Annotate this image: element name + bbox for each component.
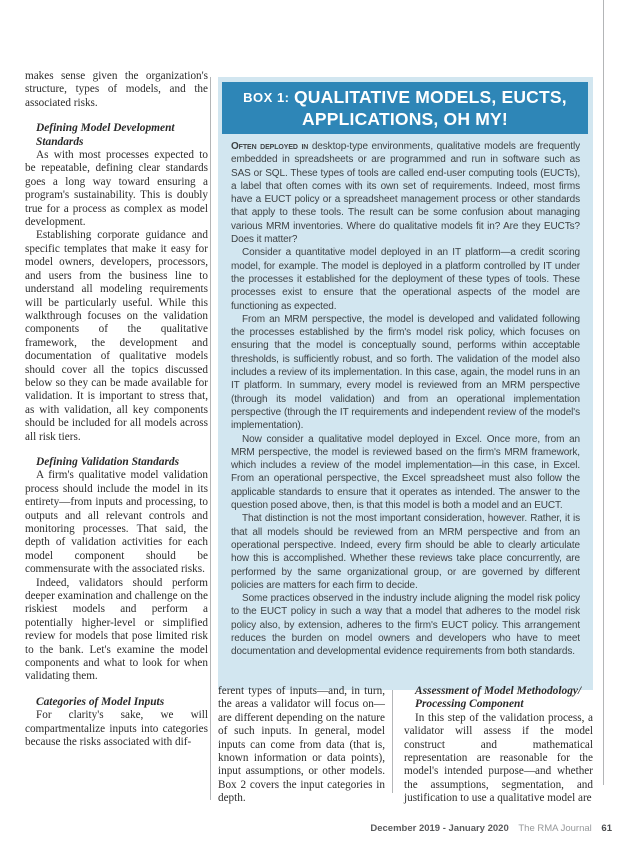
paragraph: As with most processes expected to be repeatable, defining clear standards goes a long way toward ensuring a program's sustainability. This is doubly true for a process as complex as model development.: [25, 149, 208, 229]
box-paragraph: That distinction is not the most important consideration, however. Rather, it is that all models should be reviewed from an MRM perspective and from an operational perspective. Indeed, every firm should be able to clearly articulate how this is accomplished. Whether these reviews take place concurrently, are performed by the same organizational group, or are governed by different policies are matters for each firm to decide.: [231, 513, 580, 591]
page-footer: [370, 823, 612, 834]
section-heading-validation-standards: Defining Validation Standards: [36, 455, 180, 468]
box-1-title-line1: [222, 87, 588, 109]
section-heading-categories-of-model-inputs: Categories of Model Inputs: [36, 695, 165, 708]
box-paragraph: [231, 140, 580, 246]
box-1-label: BOX 1:: [243, 89, 290, 105]
heading-line2: Processing Component: [415, 698, 524, 711]
paragraph: In this step of the validation process, a validator will assess if the model construct and mathematical representation are reasonable for the model's intended purpose—and whether the assumptions, segmentation, and justification to use a qualitative model are: [404, 711, 593, 805]
box-1-body: [231, 140, 580, 682]
paragraph-text: desktop-type environments, qualitative models are frequently embedded in spreadsheets or are programmed and run in software such as SAS or SQL. These types of tools are called end-user computing tools (EUCTs), a label that often comes with its own set of requirements. Indeed, most firms have a EUCT policy or a spreadsheet management process or other standards that apply to these tools. The result can be some confusion about managing various MRM inventories. Where do qualitative models fit in? Are they EUCTs? Does it matter?: [231, 141, 580, 246]
right-column: [404, 685, 593, 806]
box-1-title-text: QUALITATIVE MODELS, EUCTS,: [293, 86, 567, 107]
box-paragraph: Some practices observed in the industry include aligning the model risk policy to the EUCT policy in such a way that a model that adheres to the model risk policy also, by extension, adheres to the firm's EUCT policy. This arrangement reduces the burden on model owners and developers who have to meet documentation and developmental evidence requirements from both standards.: [231, 593, 580, 658]
middle-column: [218, 685, 385, 806]
paragraph-continuation: ferent types of inputs—and, in turn, the areas a validator will focus on—are different depending on the nature of such inputs. In general, model inputs can come from data (that is, known information or data points), input assumptions, or other models. Box 2 covers the input categories in depth.: [218, 685, 385, 805]
box-paragraph: Now consider a qualitative model deployed in Excel. Once more, from an MRM perspective, the model is reviewed based on the firm's MRM framework, which includes a review of the model implementation—in this case, in Excel. From an operational perspective, the Excel spreadsheet must also follow the applicable standards to ensure that it operates as intended. The answer to the question posed above, then, is that this model is both a model and an EUCT.: [231, 433, 580, 512]
paragraph: Establishing corporate guidance and specific templates that make it easy for model owners, developers, processors, and users from the business line to understand all modeling requirements will be particularly useful. While this walkthrough focuses on the validation components of the qualitative framework, the development and documentation of qualitative models should cover all the topics discussed below so they can be made available for validation. It is important to stress that, as with validation, all key components should be included for all models across all risk tiers.: [25, 229, 208, 443]
paragraph-continuation: makes sense given the organization's structure, types of models, and the associated risks.: [25, 70, 208, 109]
box-1-title-line2: APPLICATIONS, OH MY!: [302, 108, 508, 129]
left-column: [25, 70, 208, 750]
section-heading-assessment-of-methodology: [415, 685, 593, 712]
heading-line1: Assessment of Model Methodology/: [415, 685, 582, 697]
paragraph: Indeed, validators should perform deeper examination and challenge on the riskiest models and perform a potentially higher-level or simplified review for models that pose limited risk to the bank. Let's examine the model components and what to look for when validating them.: [25, 576, 208, 683]
footer-page-number: 61: [601, 823, 612, 834]
page-edge-rule: [603, 0, 604, 785]
left-column-divider: [210, 77, 211, 800]
bottom-column-divider: [392, 687, 393, 793]
paragraph: For clarity's sake, we will compartmentalize inputs into categories because the risks associated with dif-: [25, 709, 208, 749]
paragraph-lead-in: Often deployed in: [231, 141, 309, 152]
box-1-title-bar: [222, 82, 588, 134]
section-heading-model-development-standards: Defining Model Development Standards: [36, 122, 175, 148]
footer-issue-date: December 2019 - January 2020: [370, 823, 509, 834]
box-paragraph: Consider a quantitative model deployed in an IT platform—a credit scoring model, for example. The model is deployed in a platform controlled by IT under the processes it established for the deployment of these types of tools. These processes exist to ensure that the operational aspects of the model are functioning as expected.: [231, 247, 580, 312]
paragraph: A firm's qualitative model validation process should include the model in its entirety—from inputs and processing, to outputs and all relevant controls and monitoring processes. That said, the depth of validation activities for each model component should be commensurate with the associated risks.: [25, 469, 208, 576]
footer-journal-name: The RMA Journal: [518, 823, 592, 834]
box-paragraph: From an MRM perspective, the model is developed and validated following the processes established by the firm's model risk policy, which focuses on ensuring that the model is conceptually sound, performs within acceptable thresholds, is sufficiently robust, and so forth. The validation of the model also includes a review of its implementation. In this case, again, the model runs in an IT platform. In summary, every model is reviewed from an MRM perspective (through its model validation) and from an operational implementation perspective (through the IT requirements and independent review of the model's implementation).: [231, 313, 580, 432]
box-1-sidebar: [218, 77, 593, 690]
